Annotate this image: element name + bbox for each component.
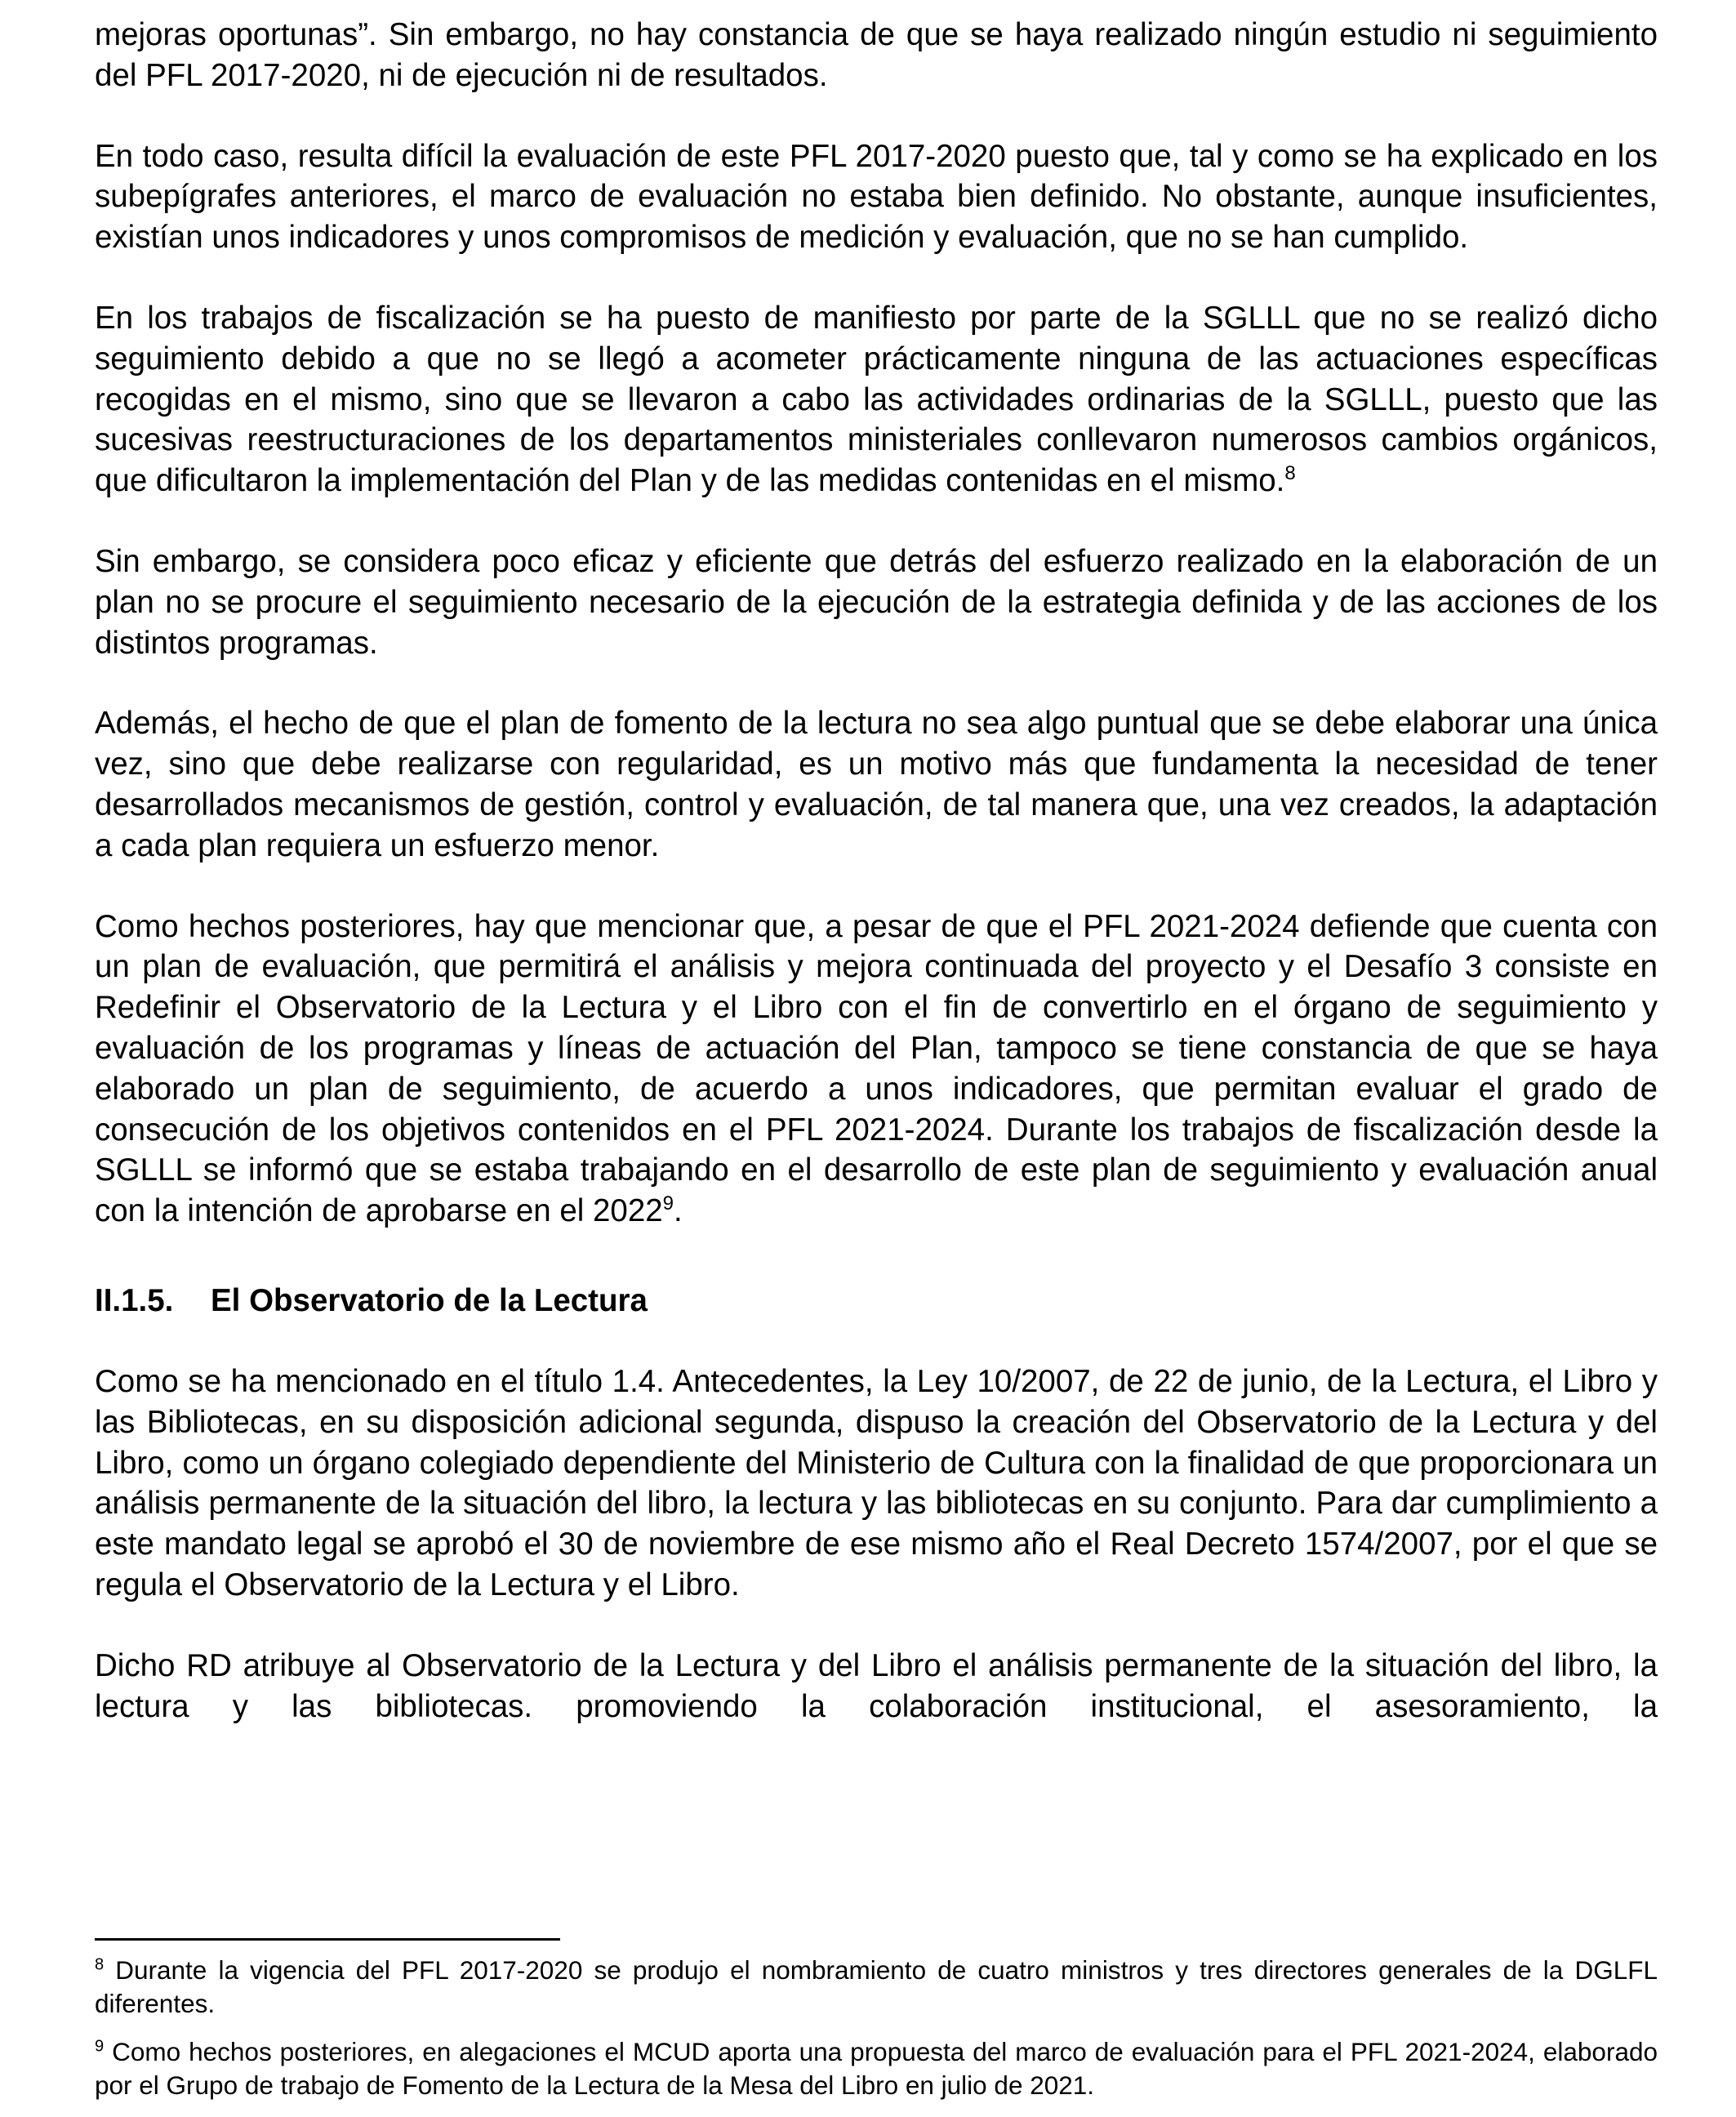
paragraph-end-punctuation: . bbox=[674, 1193, 683, 1229]
paragraph-text: Como se ha mencionado en el título 1.4. Antecedentes, la Ley 10/2007, de 22 de junio, de la Lectura, el Libro y las Bibliotecas, en su disposición adicional segunda, dispuso la creación del Observatorio de la Lectura y del Libro, como un órgano colegiado dependiente del Ministerio de Cultura con la finalidad de que proporcionara un análisis permanente de la situación del libro, la lectura y las bibliotecas en su conjunto. Para dar cumplimiento a este mandato legal se aprobó el 30 de noviembre de ese mismo año el Real Decreto 1574/2007, por el que se regula el Observatorio de la Lectura y el Libro. bbox=[95, 1363, 1658, 1602]
paragraph-text: En los trabajos de fiscalización se ha puesto de manifiesto por parte de la SGLLL que no se realizó dicho seguimiento debido a que no se llegó a acometer prácticamente ninguna de las actuaciones específicas recogidas en el mismo, sino que se llevaron a cabo las actividades ordinarias de la SGLLL, puesto que las sucesivas reestructuraciones de los departamentos ministeriales conllevaron numerosos cambios orgánicos, que dificultaron la implementación del Plan y de las medidas contenidas en el mismo. bbox=[95, 300, 1658, 499]
footnote-8 bbox=[95, 1954, 1658, 2021]
footnote-marker: 9 bbox=[95, 2037, 105, 2056]
section-number: II.1.5. bbox=[95, 1282, 174, 1318]
paragraph-text: Como hechos posteriores, hay que mencionar que, a pesar de que el PFL 2021-2024 defiende que cuenta con un plan de evaluación, que permitirá el análisis y mejora continuada del proyecto y el Desafío 3 consiste en Redefinir el Observatorio de la Lectura y el Libro con el fin de convertirlo en el órgano de seguimiento y evaluación de los programas y líneas de actuación del Plan, tampoco se tiene constancia de que se haya elaborado un plan de seguimiento, de acuerdo a unos indicadores, que permitan evaluar el grado de consecución de los objetivos contenidos en el PFL 2021-2024. Durante los trabajos de fiscalización desde la SGLLL se informó que se estaba trabajando en el desarrollo de este plan de seguimiento y evaluación anual con la intención de aprobarse en el 2022 bbox=[95, 908, 1658, 1229]
section-heading bbox=[95, 1281, 1658, 1321]
footnote-text: Durante la vigencia del PFL 2017-2020 se produjo el nombramiento de cuatro ministros y tres directores generales de la DGLFL diferentes. bbox=[95, 1955, 1658, 2018]
paragraph-evaluation-difficulty bbox=[95, 136, 1658, 258]
footnote-text: Como hechos posteriores, en alegaciones el MCUD aporta una propuesta del marco de evaluación para el PFL 2021-2024, elaborado por el Grupo de trabajo de Fomento de la Lectura de la Mesa del Libro en julio de 2021. bbox=[95, 2037, 1658, 2100]
paragraph-text: Dicho RD atribuye al Observatorio de la Lectura y del Libro el análisis permanente de la situación del libro, la lectura y las bibliotecas. promoviendo la colaboración institucional, el asesoramiento, la bbox=[95, 1647, 1658, 1724]
paragraph-regularity bbox=[95, 703, 1658, 866]
paragraph-efficiency bbox=[95, 542, 1658, 663]
paragraph-text: mejoras oportunas”. Sin embargo, no hay constancia de que se haya realizado ningún estudio ni seguimiento del PFL 2017-2020, ni de ejecución ni de resultados. bbox=[95, 17, 1658, 93]
paragraph-subsequent-events bbox=[95, 907, 1658, 1232]
paragraph-fiscalization-findings bbox=[95, 298, 1658, 501]
footnote-reference-9[interactable]: 9 bbox=[662, 1192, 674, 1215]
paragraph-text: Además, el hecho de que el plan de fomento de la lectura no sea algo puntual que se debe elaborar una única vez, sino que debe realizarse con regularidad, es un motivo más que fundamenta la necesidad de tener desarrollados mecanismos de gestión, control y evaluación, de tal manera que, una vez creados, la adaptación a cada plan requiera un esfuerzo menor. bbox=[95, 706, 1658, 863]
paragraph-observatory-origin bbox=[95, 1362, 1658, 1606]
footnote-9 bbox=[95, 2035, 1658, 2102]
footnote-marker: 8 bbox=[95, 1955, 105, 1974]
section-title: El Observatorio de la Lectura bbox=[211, 1282, 648, 1318]
footnote-separator bbox=[95, 1938, 560, 1941]
document-page bbox=[95, 15, 1658, 1767]
footnote-reference-8[interactable]: 8 bbox=[1284, 462, 1296, 485]
paragraph-continuation bbox=[95, 15, 1658, 96]
paragraph-text: En todo caso, resulta difícil la evaluación de este PFL 2017-2020 puesto que, tal y como se ha explicado en los subepígrafes anteriores, el marco de evaluación no estaba bien definido. No obstante, aunque insuficientes, existían unos indicadores y unos compromisos de medición y evaluación, que no se han cumplido. bbox=[95, 138, 1658, 256]
paragraph-text: Sin embargo, se considera poco eficaz y eficiente que detrás del esfuerzo realizado en la elaboración de un plan no se procure el seguimiento necesario de la ejecución de la estrategia definida y de las acciones de los distintos programas. bbox=[95, 543, 1658, 661]
footnotes-section bbox=[95, 1954, 1658, 2117]
paragraph-observatory-functions bbox=[95, 1646, 1658, 1727]
